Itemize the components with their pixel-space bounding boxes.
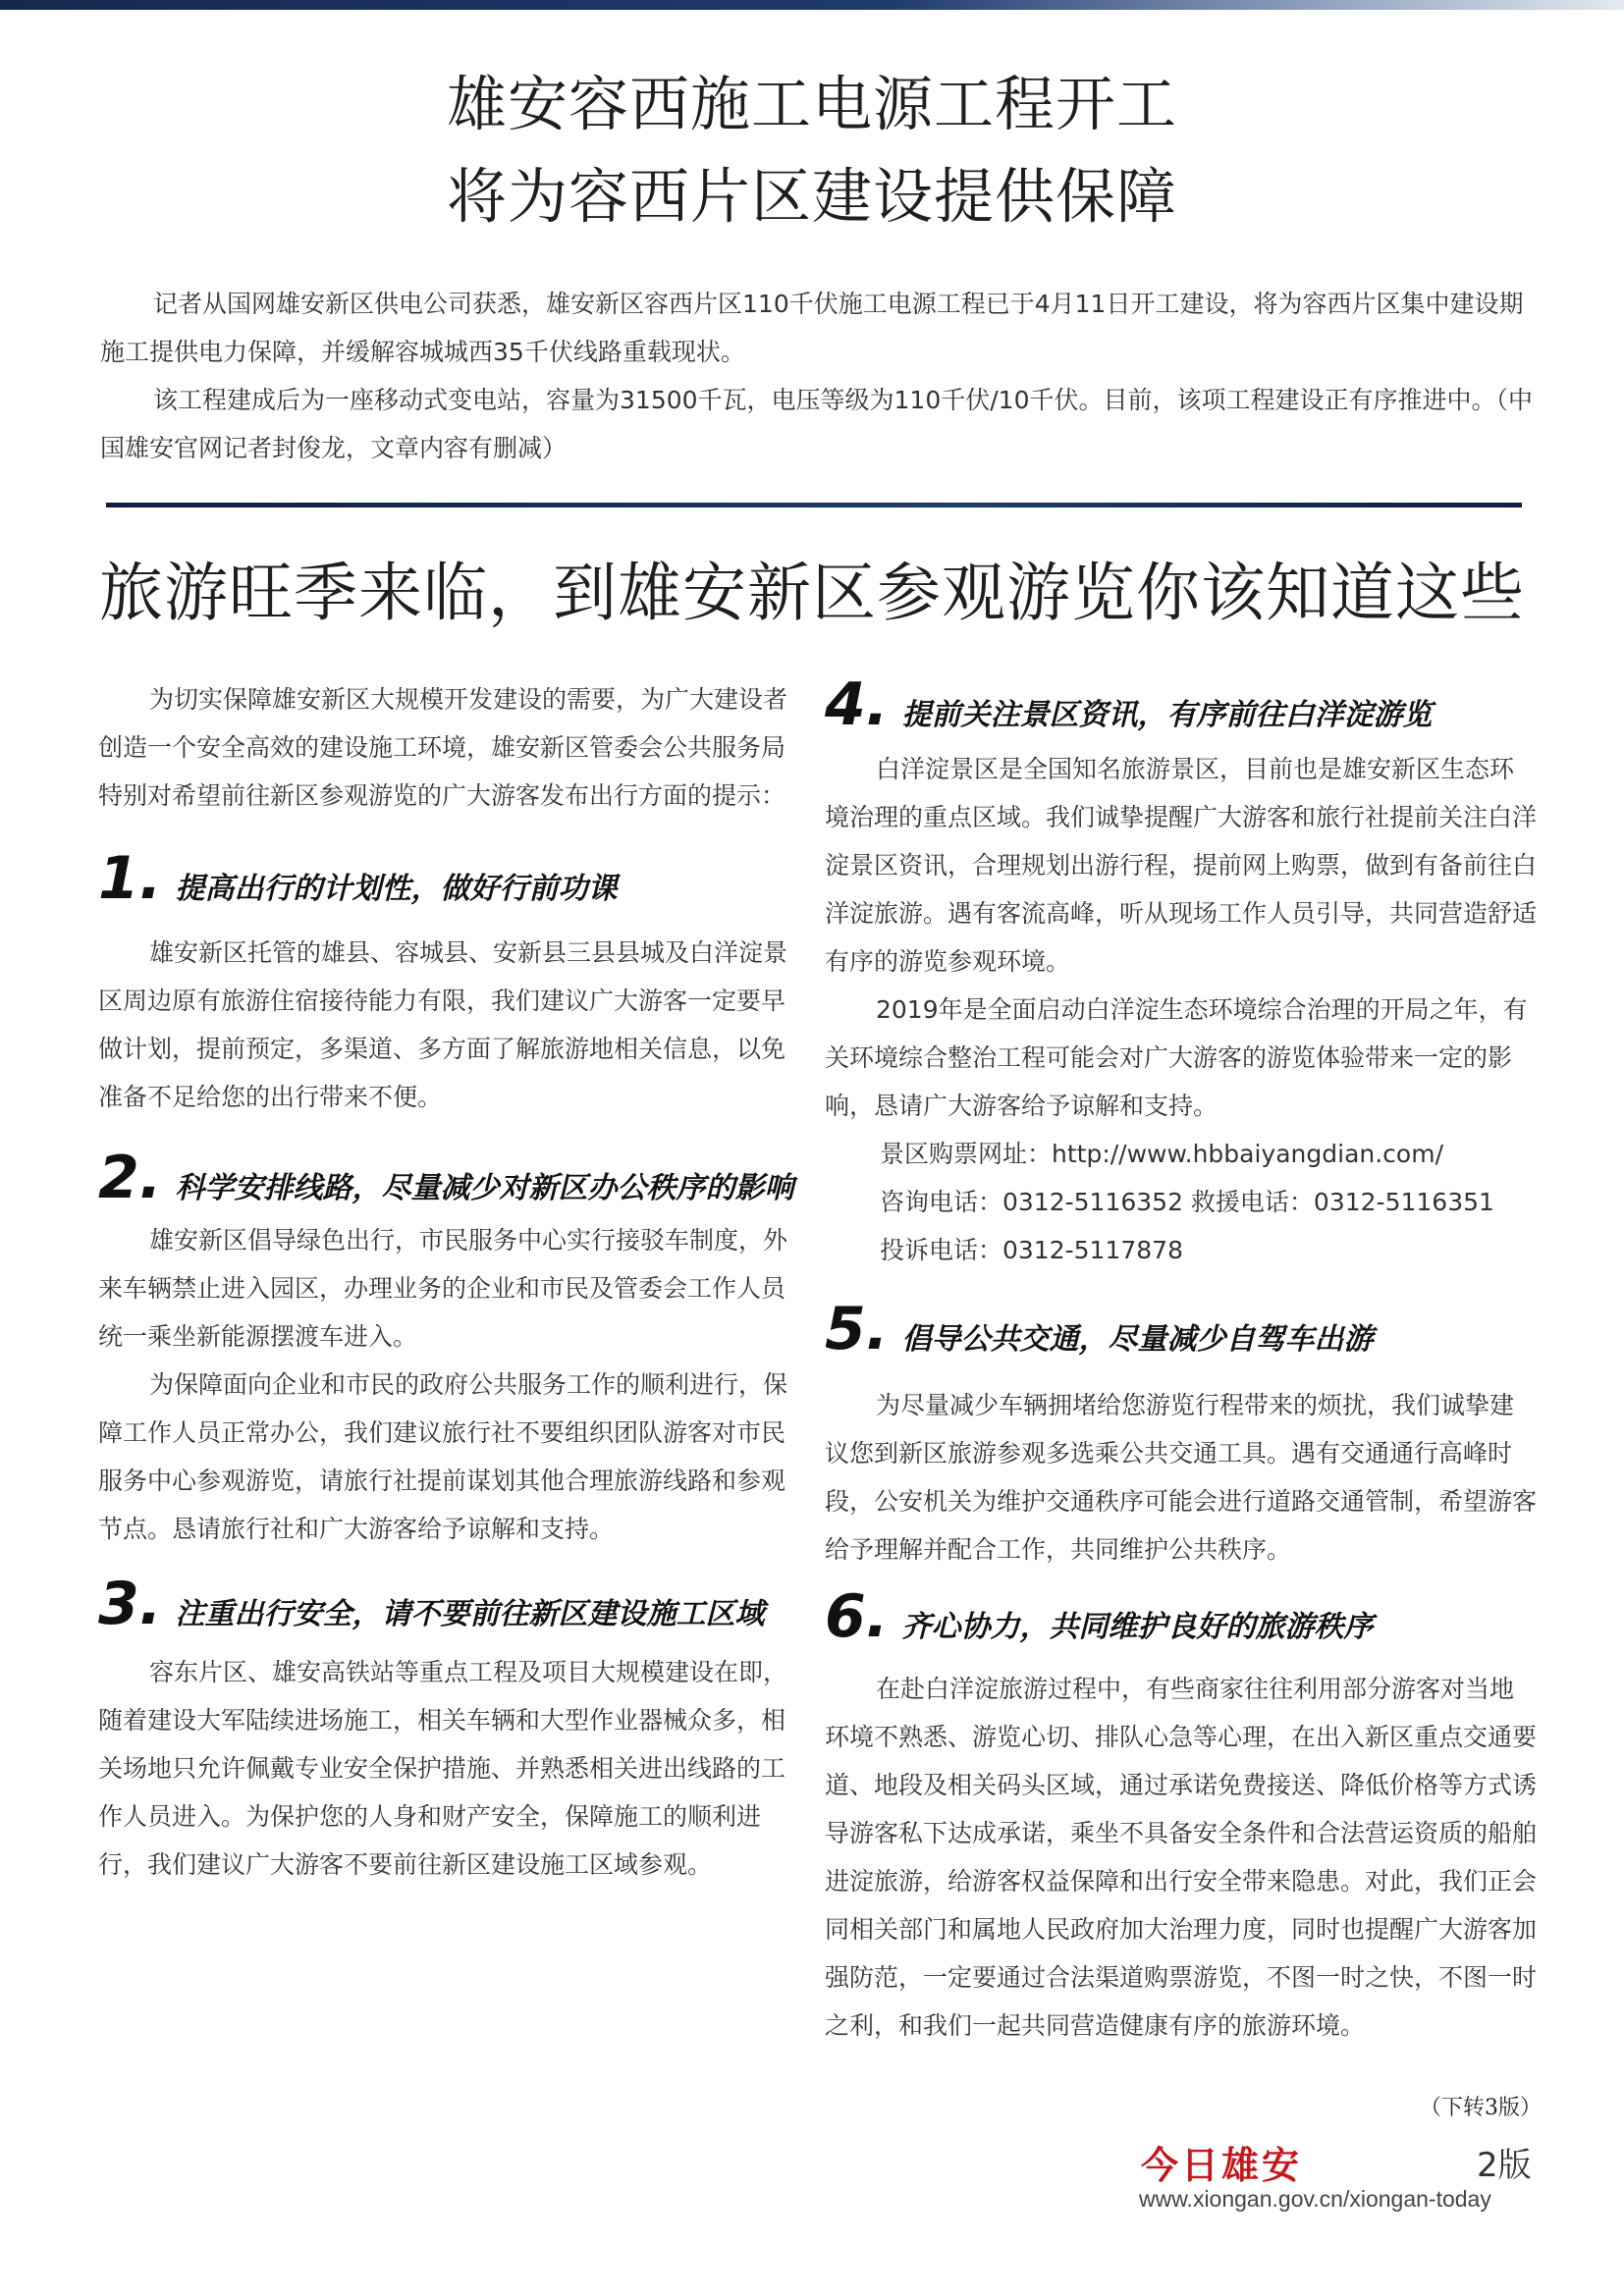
- article1-paragraph: 记者从国网雄安新区供电公司获悉，雄安新区容西片区110千伏施工电源工程已于4月11日开工建设，将为容西片区集中建设期施工提供电力保障，并缓解容城城西35千伏线路重载现状。: [100, 290, 1524, 366]
- top-color-bar: [0, 0, 1624, 10]
- article1-headline: [0, 59, 1624, 243]
- article2-headline: 旅游旺季来临，到雄安新区参观游览你该知道这些: [98, 557, 1525, 630]
- section-1-heading: [98, 844, 800, 913]
- section-paragraph: 雄安新区托管的雄县、容城县、安新县三县县城及白洋淀景区周边原有旅游住宿接待能力有限，我们建议广大游客一定要早做计划，提前预定，多渠道、多方面了解旅游地相关信息，以免准备不足给您的出行带来不便。: [98, 938, 788, 1111]
- ticket-website: 景区购票网址：http://www.hbbaiyangdian.com/: [880, 1140, 1443, 1168]
- article1-body: [100, 280, 1538, 472]
- section-title: 倡导公共交通，尽量减少自驾车出游: [901, 1322, 1374, 1357]
- article1-title-line2: 将为容西片区建设提供保障: [446, 162, 1177, 232]
- section-title: 齐心协力，共同维护良好的旅游秩序: [901, 1610, 1374, 1644]
- section-3-heading: [98, 1570, 800, 1638]
- consult-phone: 咨询电话：0312-5116352 救援电话：0312-5116351: [880, 1188, 1494, 1216]
- section-paragraph: 为保障面向企业和市民的政府公共服务工作的顺利进行，保障工作人员正常办公，我们建议旅行社不要组织团队游客对市民服务中心参观游览，请旅行社提前谋划其他合理旅游线路和参观节点。恳请旅行社和广大游客给予谅解和支持。: [98, 1370, 788, 1543]
- section-paragraph: 容东片区、雄安高铁站等重点工程及项目大规模建设在即，随着建设大军陆续进场施工，相关车辆和大型作业器械众多，相关场地只允许佩戴专业安全保护措施、并熟悉相关进出线路的工作人员进入。为保护您的人身和财产安全，保障施工的顺利进行，我们建议广大游客不要前往新区建设施工区域参观。: [98, 1658, 788, 1879]
- section-number: 3.: [98, 1570, 162, 1638]
- section-number: 6.: [825, 1582, 889, 1651]
- section-title: 注重出行安全，请不要前往新区建设施工区域: [175, 1597, 765, 1631]
- section-6-heading: [825, 1582, 1537, 1651]
- right-column: [825, 670, 1538, 2050]
- section-title: 提前关注景区资讯，有序前往白洋淀游览: [901, 698, 1433, 732]
- complaint-phone: 投诉电话：0312-5117878: [880, 1236, 1183, 1264]
- article1-paragraph: 该工程建成后为一座移动式变电站，容量为31500千瓦，电压等级为110千伏/10千伏。目前，该项工程建设正有序推进中。（中国雄安官网记者封俊龙，文章内容有删减）: [100, 386, 1533, 462]
- section-title: 提高出行的计划性，做好行前功课: [175, 872, 618, 906]
- section-number: 5.: [825, 1295, 889, 1363]
- footer-url[interactable]: www.xiongan.gov.cn/xiongan-today: [1139, 2186, 1491, 2212]
- section-number: 2.: [98, 1144, 162, 1212]
- continued-note: （下转3版）: [1420, 2096, 1542, 2120]
- section-paragraph: 雄安新区倡导绿色出行，市民服务中心实行接驳车制度，外来车辆禁止进入园区，办理业务的企业和市民及管委会工作人员统一乘坐新能源摆渡车进入。: [98, 1226, 788, 1351]
- section-paragraph: 为尽量减少车辆拥堵给您游览行程带来的烦扰，我们诚挚建议您到新区旅游参观多选乘公共交通工具。遇有交通通行高峰时段，公安机关为维护交通秩序可能会进行道路交通管制，希望游客给予理解并配合工作，共同维护公共秩序。: [825, 1391, 1538, 1564]
- section-5-heading: [825, 1295, 1537, 1363]
- section-4-heading: [825, 670, 1537, 739]
- left-column: [98, 675, 800, 1889]
- article2-intro: 为切实保障雄安新区大规模开发建设的需要，为广大建设者创造一个安全高效的建设施工环境，雄安新区管委会公共服务局特别对希望前往新区参观游览的广大游客发布出行方面的提示：: [98, 685, 788, 810]
- section-paragraph: 在赴白洋淀旅游过程中，有些商家往往利用部分游客对当地环境不熟悉、游览心切、排队心急等心理，在出入新区重点交通要道、地段及相关码头区域，通过承诺免费接送、降低价格等方式诱导游客私下达成承诺，乘坐不具备安全条件和合法营运资质的船舶进淀旅游，给游客权益保障和出行安全带来隐患。对此，我们正会同相关部门和属地人民政府加大治理力度，同时也提醒广大游客加强防范，一定要通过合法渠道购票游览，不图一时之快，不图一时之利，和我们一起共同营造健康有序的旅游环境。: [825, 1675, 1538, 2040]
- section-paragraph: 白洋淀景区是全国知名旅游景区，目前也是雄安新区生态环境治理的重点区域。我们诚挚提醒广大游客和旅行社提前关注白洋淀景区资讯，合理规划出游行程，提前网上购票，做到有备前往白洋淀旅游。遇有客流高峰，听从现场工作人员引导，共同营造舒适有序的游览参观环境。: [825, 755, 1538, 976]
- section-2-heading: [98, 1144, 800, 1212]
- publication-logo: 今日雄安: [1141, 2143, 1303, 2187]
- section-title: 科学安排线路，尽量减少对新区办公秩序的影响: [175, 1171, 794, 1205]
- page-number: 2版: [1477, 2146, 1532, 2185]
- article1-title-line1: 雄安容西施工电源工程开工: [446, 70, 1177, 139]
- section-number: 4.: [825, 670, 889, 739]
- section-divider: [106, 503, 1522, 507]
- section-paragraph: 2019年是全面启动白洋淀生态环境综合治理的开局之年，有关环境综合整治工程可能会对广大游客的游览体验带来一定的影响，恳请广大游客给予谅解和支持。: [825, 995, 1528, 1120]
- section-number: 1.: [98, 844, 162, 913]
